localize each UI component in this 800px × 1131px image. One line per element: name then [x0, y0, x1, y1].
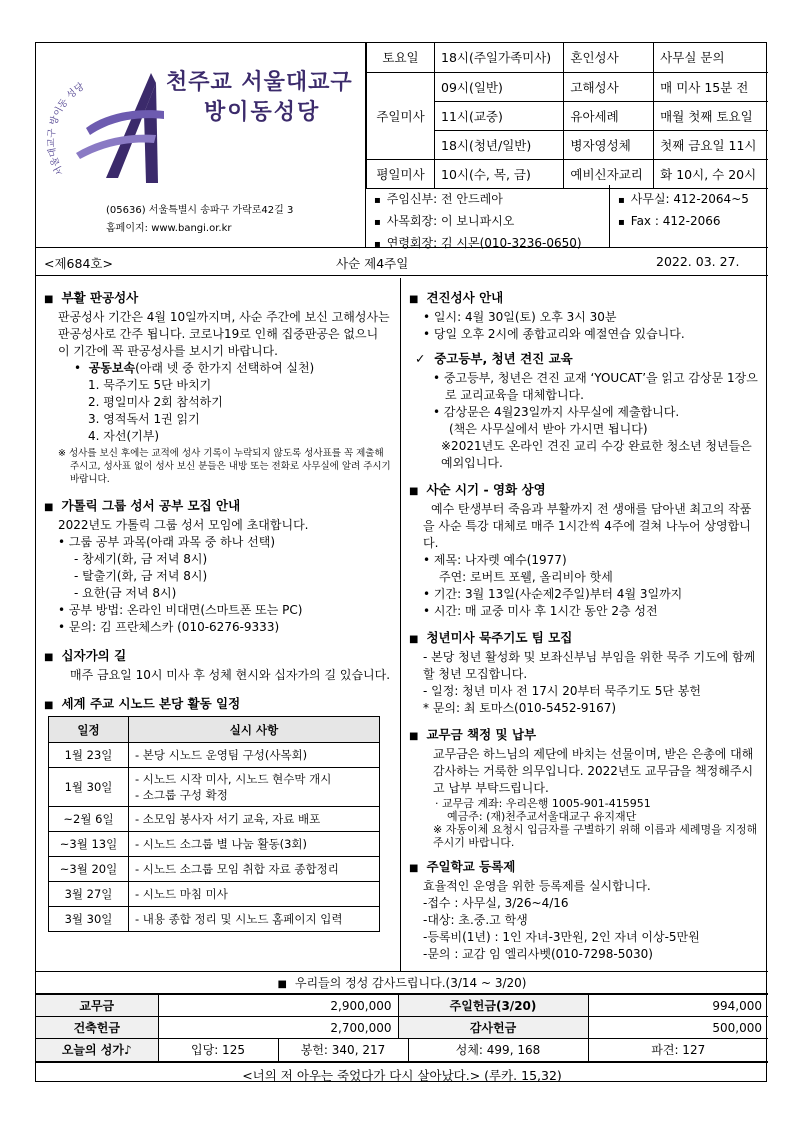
list-item: * 문의: 최 토마스(010-5452-9167) — [423, 701, 617, 715]
office-phone: ▪ 사무실: 412-2064~5 — [618, 192, 749, 206]
table-row: ~2월 6일 - 소모임 봉사자 서기 교육, 자료 배포 — [49, 807, 380, 832]
table-row: ~3월 20일 - 시노드 소그룹 모임 취합 자료 종합정리 — [49, 857, 380, 882]
hymn-communion: 성체: 499, 168 — [408, 1039, 588, 1061]
thanks-offering-value: 500,000 — [588, 1017, 768, 1039]
account: · 교무금 계좌: 우리은행 1005-901-415951 — [435, 797, 651, 810]
saturday-note: 사무실 문의 — [654, 43, 768, 72]
section-title: ■ 십자가의 길 — [44, 648, 127, 663]
table-row: 1월 23일 - 본당 시노드 운영팀 구성(사목회) — [49, 743, 380, 768]
note: ※ 성사를 보신 후에는 교적에 성사 기록이 누락되지 않도록 성사표를 꼭 제출해 주시고, 성사표 없이 성사 보신 분들은 내방 또는 전화로 사무실에 알려 주시기 바랍니다. — [58, 448, 391, 485]
note: ※2021년도 온라인 견진 교리 수강 완료한 청소년 청년들은 예외입니다. — [441, 439, 752, 470]
sunday-item: 고해성사 — [564, 72, 654, 101]
column-header: 일정 — [49, 717, 129, 743]
header — [36, 43, 768, 248]
weekday-item: 예비신자교리 — [564, 159, 654, 188]
thanks-offering-label: 감사헌금 — [398, 1017, 588, 1039]
section-title: ■ 청년미사 묵주기도 팀 모집 — [409, 630, 573, 645]
sunday-note: 첫째 금요일 11시 — [654, 130, 768, 159]
list-item: 3. 영적독서 1권 읽기 — [88, 412, 200, 426]
list-item: • 시간: 매 교중 미사 후 1시간 동안 2층 성전 — [423, 604, 658, 618]
tithe-value: 2,900,000 — [158, 995, 398, 1017]
list-item: • 그룹 공부 과목(아래 과목 중 하나 선택) — [58, 535, 276, 549]
church-logo — [46, 53, 176, 193]
gospel-verse: <너의 저 아우는 죽었다가 다시 살아났다.> (루카. 15,32) — [36, 1062, 768, 1088]
list-item: -접수 : 사무실, 3/26~4/16 — [423, 896, 569, 910]
list-item: • 일시: 4월 30일(토) 오후 3시 30분 — [423, 310, 617, 324]
hymn-table — [36, 1039, 768, 1062]
hymn-entrance: 입당: 125 — [158, 1039, 278, 1061]
staff-info — [374, 189, 582, 255]
column-header: 실시 사항 — [129, 717, 380, 743]
saturday-item: 혼인성사 — [564, 43, 654, 72]
issue-titlebar — [36, 248, 768, 276]
office-info — [618, 189, 749, 233]
sub-title: • 공동보속(아래 넷 중 한가지 선택하여 실천) — [74, 361, 315, 375]
list-item: 주연: 로버트 포웰, 올리비아 핫세 — [439, 570, 613, 584]
hymn-offertory: 봉헌: 340, 217 — [278, 1039, 408, 1061]
section-body: 예수 탄생부터 죽음과 부활까지 전 생애를 담아낸 최고의 작품을 사순 특강 대체로 매주 1시간씩 4주에 걸쳐 나누어 상영합니다. — [423, 502, 752, 550]
list-item: 2. 평일미사 2회 참석하기 — [88, 395, 223, 409]
sunday-note: 매 미사 15분 전 — [654, 72, 768, 101]
section-body: 2022년도 가톨릭 그룹 성서 모임에 초대합니다. — [58, 518, 309, 532]
list-item: -등록비(1년) : 1인 자녀-3만원, 2인 자녀 이상-5만원 — [423, 930, 700, 944]
sunday-offering-label: 주일헌금(3/20) — [398, 995, 588, 1017]
section-body: 매주 금요일 10시 미사 후 성체 현시와 십자가의 길 있습니다. — [70, 668, 391, 682]
list-item: 1. 묵주기도 5단 바치기 — [88, 378, 212, 392]
sunday-item: 병자영성체 — [564, 130, 654, 159]
list-item: • 기간: 3월 13일(사순제2주일)부터 4월 3일까지 — [423, 587, 683, 601]
table-row: 3월 27일 - 시노드 마침 미사 — [49, 882, 380, 907]
sunday-label: 주일미사 — [367, 72, 435, 159]
staff-council2: ▪ 연령회장: 김 시몬(010-3236-0650) — [374, 236, 582, 250]
sunday-note: 매월 첫째 토요일 — [654, 101, 768, 130]
section-title: ■ 세계 주교 시노드 본당 활동 일정 — [44, 696, 241, 711]
left-column — [36, 278, 401, 971]
list-item: • 제목: 나자렛 예수(1977) — [423, 553, 567, 567]
church-address: (05636) 서울특별시 송파구 가락로42길 3 — [106, 205, 294, 216]
weekday-time: 10시(수, 목, 금) — [435, 159, 564, 188]
list-item: - 창세기(화, 금 저녁 8시) — [74, 552, 208, 566]
building-value: 2,700,000 — [158, 1017, 398, 1039]
section-title: ■ 견진성사 안내 — [409, 290, 504, 305]
account-holder: 예금주: (재)천주교서울대교구 유지재단 — [447, 810, 637, 823]
church-homepage: 홈페이지: www.bangi.or.kr — [106, 223, 232, 234]
logo-arc-text: 서울대교구 방이동 성당 — [46, 81, 87, 178]
weekday-label: 평일미사 — [367, 159, 435, 188]
section-title: ■ 주일학교 등록제 — [409, 859, 516, 874]
staff-council: ▪ 사목회장: 이 보니파시오 — [374, 214, 515, 228]
list-item: • 중고등부, 청년은 견진 교재 ‘YOUCAT’을 읽고 감상문 1장으로 교리교육을 대체합니다. — [433, 371, 758, 402]
sunday-offering-value: 994,000 — [588, 995, 768, 1017]
list-item: • 공부 방법: 온라인 비대면(스마트폰 또는 PC) — [58, 603, 303, 617]
section-body: 교무금은 하느님의 제단에 바치는 선물이며, 받은 은총에 대해 감사하는 거룩한 의무입니다. 2022년도 교무금을 책정해주시고 납부 부탁드립니다. — [433, 747, 754, 795]
weekday-note: 화 10시, 수 20시 — [654, 159, 768, 188]
list-item: - 탈출기(화, 금 저녁 8시) — [74, 569, 208, 583]
section-body: 판공성사 기간은 4월 10일까지며, 사순 주간에 보신 고해성사는 판공성사로 간주 됩니다. 코로나19로 인해 집중판공은 없으니 이 기간에 꼭 판공성사를 보시기 바랍니다. — [58, 310, 390, 358]
sub-title: ✓ 중고등부, 청년 견진 교육 — [415, 351, 573, 366]
section-title: ■ 부활 판공성사 — [44, 290, 139, 305]
saturday-time: 18시(주일가족미사) — [435, 43, 564, 72]
finance-table — [36, 994, 768, 1039]
table-row: 3월 30일 - 내용 종합 정리 및 시노드 홈페이지 입력 — [49, 907, 380, 932]
section-body: - 본당 청년 활성화 및 보좌신부님 부임을 위한 묵주 기도에 함께할 청년 모집합니다. — [423, 650, 756, 681]
right-column — [401, 278, 768, 971]
synod-schedule-table — [48, 716, 380, 932]
list-item: • 문의: 김 프란체스카 (010-6276-9333) — [58, 620, 280, 634]
mass-schedule-table — [366, 43, 768, 189]
list-item: - 일정: 청년 미사 전 17시 20부터 묵주기도 5단 봉헌 — [423, 684, 701, 698]
list-item: -문의 : 교감 임 엘리사벳(010-7298-5030) — [423, 947, 653, 961]
list-item: 4. 자선(기부) — [88, 429, 159, 443]
list-item: - 요한(금 저녁 8시) — [74, 586, 177, 600]
note: (책은 사무실에서 받아 가시면 됩니다) — [449, 422, 648, 436]
hymn-recessional: 파견: 127 — [588, 1039, 768, 1061]
section-title: ■ 교무금 책정 및 납부 — [409, 727, 537, 742]
issue-number: <제684호> — [44, 256, 113, 271]
office-fax: ▪ Fax : 412-2066 — [618, 214, 721, 228]
list-item: -대상: 초.중.고 학생 — [423, 913, 528, 927]
hymn-label: 오늘의 성가♪ — [36, 1039, 158, 1061]
sunday-time: 09시(일반) — [435, 72, 564, 101]
sunday-item: 유아세례 — [564, 101, 654, 130]
issue-date: 2022. 03. 27. — [656, 254, 740, 269]
staff-pastor: ▪ 주임신부: 전 안드레아 — [374, 192, 503, 206]
church-name-line2: 방이동성당 — [204, 100, 321, 125]
note: ※ 자동이체 요청시 입금자를 구별하기 위해 이름과 세례명을 지정해 주시기 바랍니다. — [433, 823, 758, 849]
thanks-heading: ■ 우리들의 정성 감사드립니다.(3/14 ~ 3/20) — [36, 972, 768, 994]
section-body: 효율적인 운영을 위한 등록제를 실시합니다. — [423, 879, 651, 893]
info-divider — [609, 185, 610, 248]
list-item: • 당일 오후 2시에 종합교리와 예절연습 있습니다. — [423, 327, 685, 341]
sunday-time: 11시(교중) — [435, 101, 564, 130]
church-name-line1: 천주교 서울대교구 — [166, 70, 353, 95]
table-row: ~3월 13일 - 시노드 소그룹 별 나눔 활동(3회) — [49, 832, 380, 857]
building-label: 건축헌금 — [36, 1017, 158, 1039]
logo-area — [36, 43, 366, 248]
bulletin-page — [35, 42, 767, 1082]
saturday-label: 토요일 — [367, 43, 435, 72]
tithe-label: 교무금 — [36, 995, 158, 1017]
finance-section — [36, 971, 768, 1088]
section-title: ■ 가톨릭 그룹 성서 공부 모집 안내 — [44, 498, 241, 513]
liturgical-week: 사순 제4주일 — [336, 256, 409, 271]
sunday-time: 18시(청년/일반) — [435, 130, 564, 159]
section-title: ■ 사순 시기 - 영화 상영 — [409, 482, 546, 497]
list-item: • 감상문은 4월23일까지 사무실에 제출합니다. — [433, 405, 680, 419]
table-row: 1월 30일 - 시노드 시작 미사, 시노드 현수막 개시 - 소그룹 구성 확정 — [49, 768, 380, 807]
